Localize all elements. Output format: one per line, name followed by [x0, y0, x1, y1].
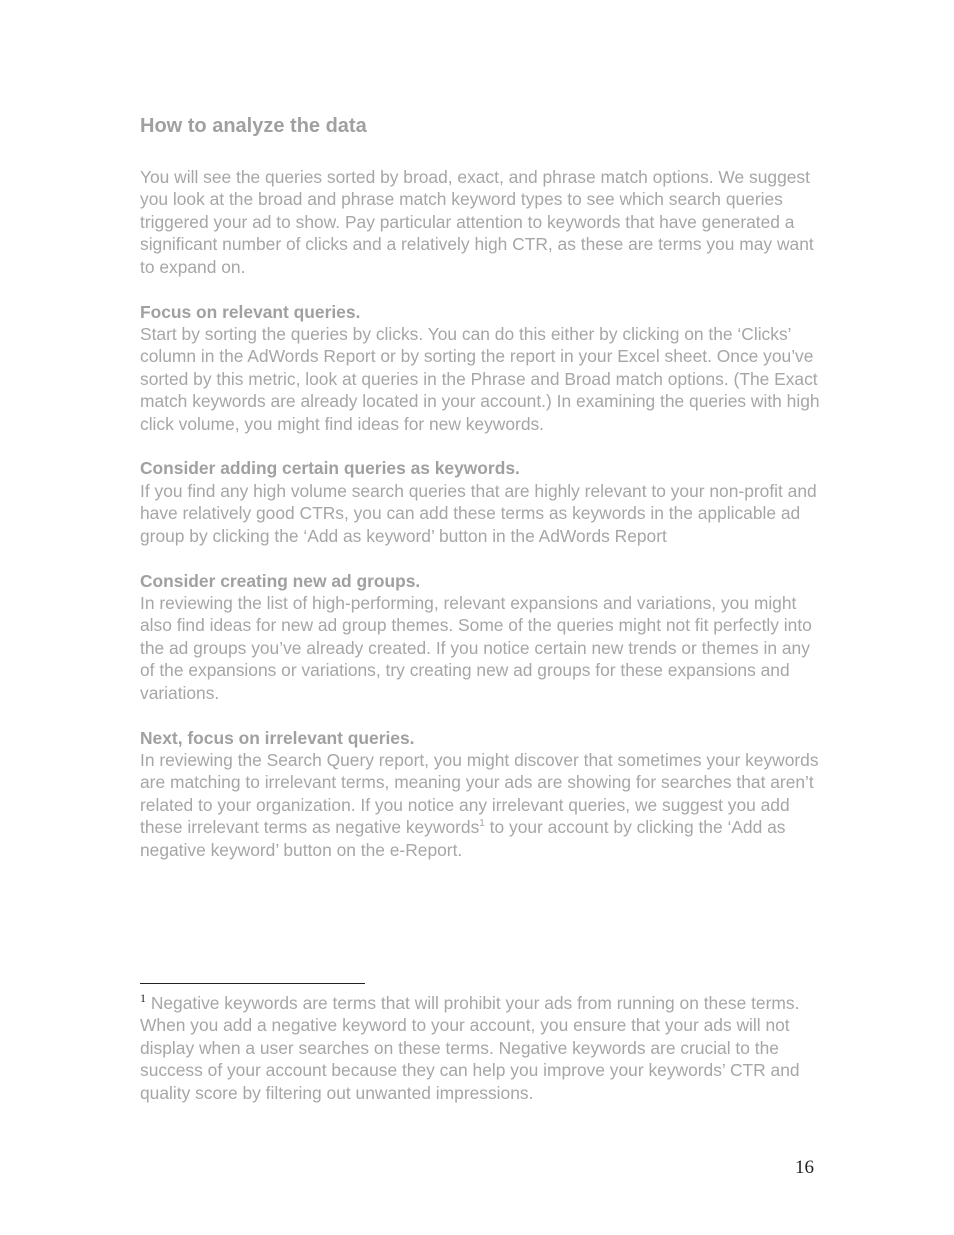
section-irrelevant-queries — [140, 727, 820, 861]
section-title: Consider creating new ad groups. — [140, 570, 421, 591]
page-number: 16 — [795, 1157, 814, 1178]
section-adding-keywords — [140, 457, 820, 547]
section-body: Start by sorting the queries by clicks. You can do this either by clicking on the ‘Clicks’ column in the AdWords Report or by sorting the report in your Excel sheet. Once you’ve sorted by this metric, look at queries in the Phrase and Broad match options. (The Exact match keywords are already located in your account.) In examining the queries with high click volume, you might find ideas for new keywords. — [140, 323, 820, 434]
footnote-text: Negative keywords are terms that will prohibit your ads from running on these terms. When you add a negative keyword to your account, you ensure that your ads will not display when a user searches on these terms. Negative keywords are crucial to the success of your account because they can help you improve your keywords’ CTR and quality score by filtering out unwanted impressions. — [140, 993, 800, 1103]
section-title: Consider adding certain queries as keywords. — [140, 458, 520, 479]
footnote-reference: 1 — [479, 818, 485, 830]
section-relevant-queries — [140, 301, 820, 435]
section-title: Next, focus on irrelevant queries. — [140, 727, 415, 748]
page-heading: How to analyze the data — [140, 115, 367, 137]
section-title: Focus on relevant queries. — [140, 301, 361, 322]
section-body: In reviewing the list of high-performing, relevant expansions and variations, you might also find ideas for new ad group themes. Some of the queries might not fit perfectly into the ad groups you’ve already created. If you notice certain new trends or themes in any of the expansions or variations, try creating new ad groups for these expansions and variations. — [140, 593, 812, 703]
section-body: In reviewing the Search Query report, you might discover that sometimes your keywords are matching to irrelevant terms, meaning your ads are showing for searches that aren’t related to your organization. If you notice any irrelevant queries, we suggest you add these irrelevant terms as negative keywords — [140, 749, 819, 838]
intro-paragraph: You will see the queries sorted by broad, exact, and phrase match options. We suggest you look at the broad and phrase match keyword types to see which search queries triggered your ad to show. Pay particular attention to keywords that have generated a significant number of clicks and a relatively high CTR, as these are terms you may want to expand on. — [140, 167, 814, 277]
section-body-continued: to your account by clicking the ‘Add as negative keyword’ button on the e-Report. — [140, 817, 786, 860]
section-body: If you find any high volume search queries that are highly relevant to your non-profit and have relatively good CTRs, you can add these terms as keywords in the applicable ad group by clicking the ‘Add as keyword’ button in the AdWords Report — [140, 480, 817, 546]
footnote — [140, 992, 830, 1104]
footnote-divider — [140, 983, 365, 984]
page-content — [140, 112, 820, 883]
section-new-ad-groups — [140, 570, 820, 704]
footnote-mark: 1 — [140, 991, 146, 1006]
